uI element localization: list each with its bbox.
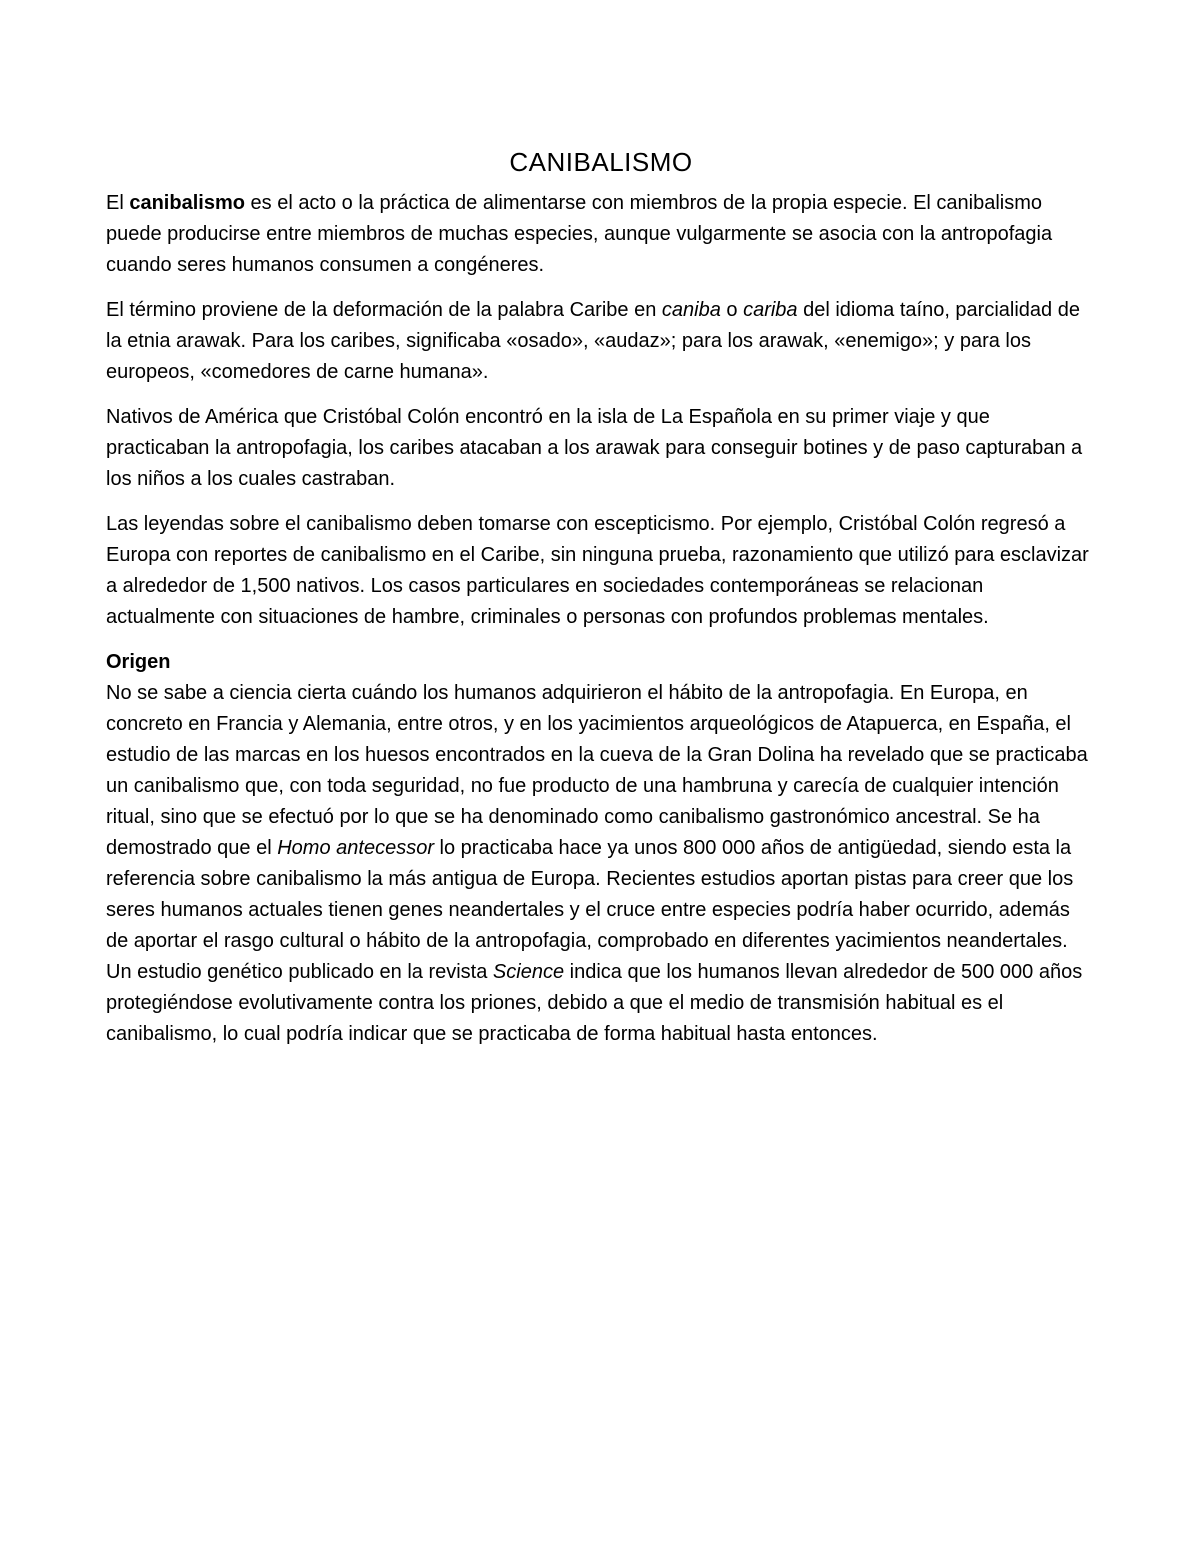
section-heading-origen: Origen — [106, 651, 171, 673]
bold-term: canibalismo — [129, 192, 245, 214]
paragraph-text: o — [720, 299, 744, 321]
paragraph-text: del idioma taíno, parcialidad de la etnia arawak. Para los caribes, significaba «osado», «audaz»; para los arawak, «enemigo»; y para los europeos, «comedores de carne humana». — [106, 299, 1080, 383]
paragraph-origen — [106, 678, 1096, 1050]
paragraph-definition — [106, 188, 1096, 281]
paragraph-text: El término proviene de la deformación de la palabra Caribe en — [106, 299, 662, 321]
document-title: CANIBALISMO — [509, 147, 693, 177]
paragraph-text: No se sabe a ciencia cierta cuándo los humanos adquirieron el hábito de la antropofagia. En Europa, en concreto en Francia y Alemania, entre otros, y en los yacimientos arqueológicos de Atapuerca, en España, el estudio de las marcas en los huesos encontrados en la cueva de la Gran Dolina ha revelado que se practicaba un canibalismo que, con toda seguridad, no fue producto de una hambruna y carecía de cualquier intención ritual, sino que se efectuó por lo que se ha denominado como canibalismo gastronómico ancestral. Se ha demostrado que el — [106, 682, 1088, 859]
italic-term: Homo antecessor — [277, 837, 434, 859]
italic-term: caniba — [661, 299, 721, 321]
italic-term: Science — [492, 961, 565, 983]
document-page — [106, 140, 1096, 1050]
paragraph-legends: Las leyendas sobre el canibalismo deben tomarse con escepticismo. Por ejemplo, Cristóbal Colón regresó a Europa con reportes de canibalismo en el Caribe, sin ninguna prueba, razonamiento que utilizó para esclavizar a alrededor de 1,500 nativos. Los casos particulares en sociedades contemporáneas se relacionan actualmente con situaciones de hambre, criminales o personas con profundos problemas mentales. — [106, 513, 1089, 628]
paragraph-text: es el acto o la práctica de alimentarse con miembros de la propia especie. El canibalismo puede producirse entre miembros de muchas especies, aunque vulgarmente se asocia con la antropofagia cuando seres humanos consumen a congéneres. — [106, 192, 1053, 276]
paragraph-text: lo practicaba hace ya unos 800 000 años de antigüedad, siendo esta la referencia sobre canibalismo la más antigua de Europa. Recientes estudios aportan pistas para creer que los seres humanos actuales tienen genes neandertales y el cruce entre especies podría haber ocurrido, además de aportar el rasgo cultural o hábito de la antropofagia, comprobado en diferentes yacimientos neandertales. Un estudio genético publicado en la revista — [106, 837, 1074, 983]
paragraph-text: indica que los humanos llevan alrededor de 500 000 años protegiéndose evolutivamente contra los priones, debido a que el medio de transmisión habitual es el canibalismo, lo cual podría indicar que se practicaba de forma habitual hasta entonces. — [106, 961, 1083, 1045]
paragraph-text: El — [106, 192, 130, 214]
paragraph-natives: Nativos de América que Cristóbal Colón encontró en la isla de La Española en su primer viaje y que practicaban la antropofagia, los caribes atacaban a los arawak para conseguir botines y de paso capturaban a los niños a los cuales castraban. — [106, 406, 1083, 490]
italic-term: cariba — [743, 299, 798, 321]
paragraph-etymology — [106, 295, 1096, 388]
